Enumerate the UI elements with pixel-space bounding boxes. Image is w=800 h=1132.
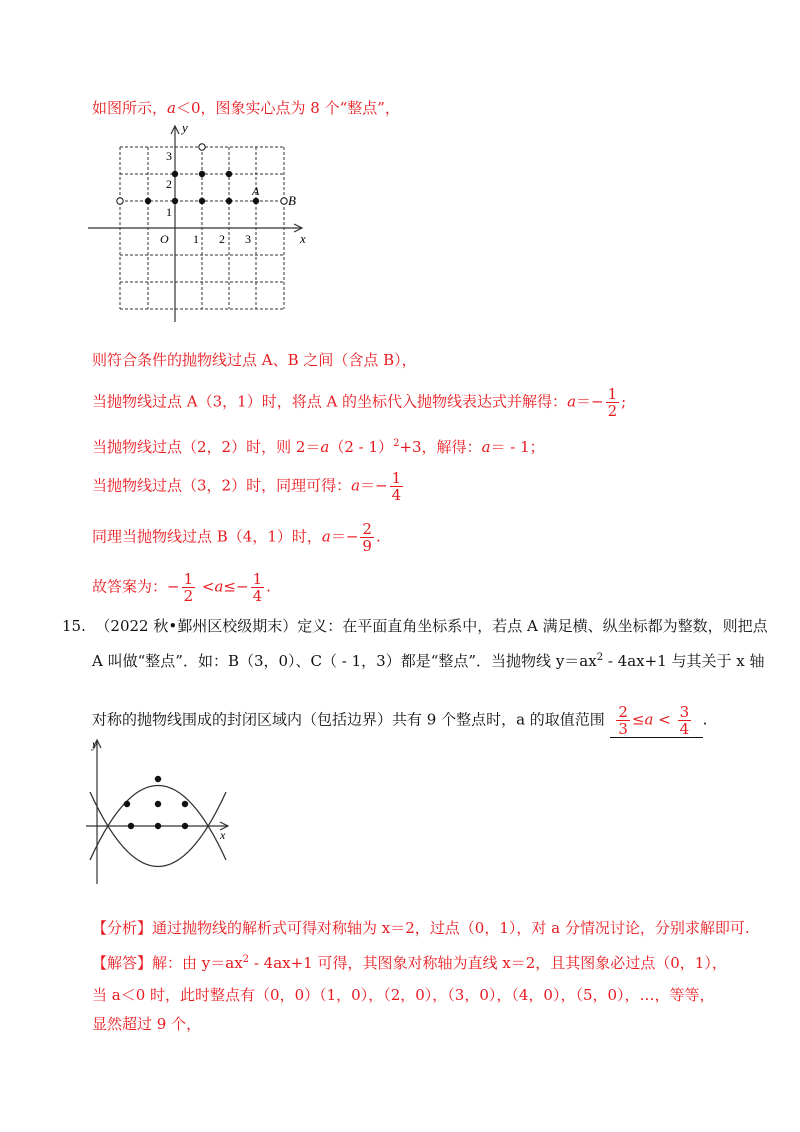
solve-tag: 【解答】 [92,954,153,972]
solution15-analysis: 【分析】通过抛物线的解析式可得对称轴为 x＝2，过点（0，1），对 a 分情况讨论，分别求解即可. [92,919,750,937]
graph1-axis-x-label: x [300,231,306,246]
graph2-axis-y-label: y [92,737,98,751]
graph2-lattice-point [128,823,134,829]
solution14-line5: 同理当抛物线过点 B（4，1）时，a＝− $\frac{2}{9}$ . [92,520,381,555]
solution14-line4: 当抛物线过点（3，2）时，同理可得：a＝− $\frac{1}{4}$ [92,469,402,504]
fraction: $\frac{1}{2}$ [183,570,194,605]
graph1-axis-y-label: y [182,120,188,135]
solution15-solve: 【解答】解：由 $y=ax^2 - 4ax+1$ 可得，其图象对称轴为直线 x＝2，且其图象必过点（0，1）， [92,954,727,972]
graph2-axis-x-label: x [220,828,226,842]
graph1-hollow-point [117,198,123,204]
fraction: $\frac{2}{9}$ [362,520,372,555]
graph1-solid-point [172,171,178,177]
solution14-intro: 如图所示，a＜0，图象实心点为 8 个“整点”， [92,99,400,117]
graph1-solid-point [253,198,259,204]
analysis-tag: 【分析】 [92,919,153,937]
solution14-line2: 当抛物线过点 A（3，1）时，将点 A 的坐标代入抛物线表达式并解得：a＝− $\frac{1}{2}$ ; [92,385,627,420]
graph1-solid-point [199,171,205,177]
solution15-line3: 显然超过 9 个， [92,1015,202,1033]
graph2-lattice-point [155,776,161,782]
graph1-point-A-label: A [252,184,260,198]
problem15-line1: 15. （2022 秋•鄞州区校级期末）定义：在平面直角坐标系中，若点 A 满足横、纵坐标都为整数，则把点 [62,617,768,635]
fraction: $\frac{2}{3}$ [618,703,628,738]
problem-number: 15. [62,617,86,635]
problem15-line3: 对称的抛物线围成的封闭区域内（包括边界）共有 9 个整点时，a 的取值范围 $\frac{2}{3}$ ≤a < $\frac{3}{4}$ . [92,703,708,738]
graph1-y-tick: 1 [166,205,172,219]
fraction: $\frac{1}{4}$ [391,469,402,504]
graph1-solid-point [226,171,232,177]
parabola-graph [86,736,236,886]
graph1-x-tick: 3 [245,232,251,246]
graph1-solid-point [226,198,232,204]
fraction: $\frac{1}{2}$ [607,385,618,420]
upper-parabola [90,786,226,861]
graph1-point-B-label: B [288,193,296,208]
graph1-solid-point [145,198,151,204]
lattice-point-graph [88,120,318,325]
graph2-lattice-point [155,823,161,829]
solution15-line2: 当 a＜0 时，此时整点有（0，0）（1，0），（2，0），（3，0），（4，0），（5，0），…，等等， [92,986,715,1004]
graph2-lattice-point [182,801,188,807]
graph2-lattice-point [124,801,130,807]
graph1-x-tick: 2 [219,232,225,246]
graph1-origin-label: O [160,232,169,246]
graph2-lattice-point [182,823,188,829]
graph1-y-tick: 2 [166,177,172,191]
fraction: $\frac{3}{4}$ [679,703,690,738]
solution14-answer: 故答案为：− $\frac{1}{2}$ <a≤− $\frac{1}{4}$ . [92,570,271,605]
graph1-solid-point [172,198,178,204]
graph1-hollow-point [199,144,205,150]
graph2-lattice-point [155,801,161,807]
problem15-line2: A 叫做“整点”．如：B（3，0）、C（ - 1，3）都是“整点”．当抛物线 $y=ax^2 - 4ax+1$ 与其关于 x 轴 [92,652,765,670]
solution14-line3: 当抛物线过点（2，2）时，则 2＝a（2 - 1）$^2$+3，解得：a＝ - 1； [92,438,545,456]
answer-blank: $\frac{2}{3}$ ≤a < $\frac{3}{4}$ [610,704,703,738]
graph1-hollow-point [281,198,287,204]
graph1-solid-point [199,198,205,204]
graph1-x-tick: 1 [193,232,199,246]
solution14-line1: 则符合条件的抛物线过点 A、B 之间（含点 B）， [92,351,417,369]
fraction: $\frac{1}{4}$ [252,570,263,605]
graph1-y-tick: 3 [166,149,172,163]
